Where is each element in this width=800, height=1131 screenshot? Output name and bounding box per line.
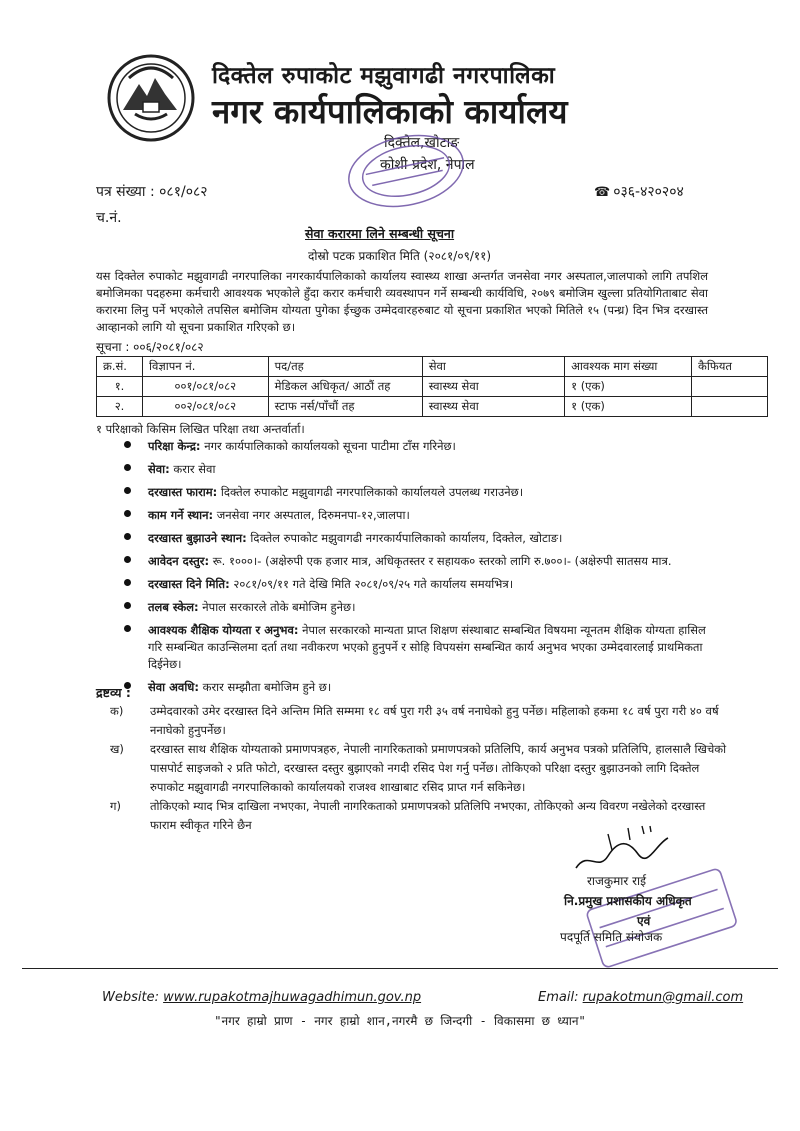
exam-type: १ परिक्षाको किसिम लिखित परिक्षा तथा अन्तर्वार्ता। bbox=[96, 422, 305, 436]
signatory-name: राजकुमार राई bbox=[587, 874, 647, 888]
phone-number bbox=[594, 182, 684, 201]
note-item: ग) तोकिएको म्याद भित्र दाखिला नभएका, नेपाली नागरिकताको प्रमाणपत्रको प्रतिलिपि नभएका, तोकिएको अन्य विवरण नखेलेको दरखास्त फाराम स्वीकृत गरिने छैन bbox=[110, 799, 706, 832]
table-cell: स्वास्थ्य सेवा bbox=[422, 377, 564, 397]
bullet-icon bbox=[124, 625, 131, 632]
address-line-1: दिक्तेल,खोटाङ bbox=[384, 135, 460, 151]
notice-number: सूचना : ००६/२०८१/०८२ bbox=[96, 340, 204, 354]
table-cell bbox=[692, 397, 768, 417]
office-name: नगर कार्यपालिकाको कार्यालय bbox=[212, 92, 568, 131]
website-link[interactable]: www.rupakotmajhuwagadhimun.gov.np bbox=[163, 990, 422, 1005]
list-item: सेवा: करार सेवा bbox=[120, 461, 720, 478]
publish-date: दोस्रो पटक प्रकाशित मिति (२०८१/०९/११) bbox=[308, 249, 492, 263]
footer-divider bbox=[22, 968, 778, 969]
table-header-cell: क्र.सं. bbox=[97, 357, 143, 377]
footer-website: Website: www.rupakotmajhuwagadhimun.gov.np bbox=[102, 990, 422, 1005]
footer-motto: "नगर हाम्रो प्राण - नगर हाम्रो शान,नगरमै छ जिन्दगी - विकासमा छ ध्यान" bbox=[214, 1014, 586, 1028]
list-item: परिक्षा केन्द्र: नगर कार्यपालिकाको कार्यालयको सूचना पाटीमा टाँस गरिनेछ। bbox=[120, 438, 720, 455]
office-stamp bbox=[336, 126, 476, 216]
list-item: आवश्यक शैक्षिक योग्यता र अनुभव: नेपाल सरकारको मान्यता प्राप्त शिक्षण संस्थाबाट सम्बन्धित विषयमा न्यूनतम शैक्षिक योग्यता हासिल गरि सम्बन्धित काउन्सिलमा दर्ता तथा नवीकरण भएको हुनुपर्ने र सोहि विपयसंग सम्बन्धित कार्य अनुभव भएका उम्मेदवारलाई प्राथमिकता दिईनेछ। bbox=[120, 622, 720, 673]
table-row bbox=[97, 377, 768, 397]
details-list bbox=[120, 438, 720, 702]
reference-number: पत्र संख्या : ०८१/०८२ bbox=[96, 184, 208, 200]
list-item: दरखास्त दिने मिति: २०८१/०९/११ गते देखि मिति २०८१/०९/२५ गते कार्यालय समयभित्र। bbox=[120, 576, 720, 593]
nepal-emblem-logo bbox=[105, 52, 197, 144]
table-row bbox=[97, 397, 768, 417]
municipality-name: दिक्तेल रुपाकोट मझुवागढी नगरपालिका bbox=[212, 63, 556, 89]
table-header-cell: आवश्यक माग संख्या bbox=[565, 357, 692, 377]
note-item: क) उम्मेदवारको उमेर दरखास्त दिने अन्तिम मिति सम्ममा १८ वर्ष पुरा गरी ३५ वर्ष ननाघेको हुनु पर्नेछ। महिलाको हकमा १८ वर्ष पुरा गरी ४० वर्ष ननाघेको हुनुपर्नेछ। bbox=[110, 704, 719, 737]
bullet-icon bbox=[124, 602, 131, 609]
table-cell: १ (एक) bbox=[565, 397, 692, 417]
table-cell: स्वास्थ्य सेवा bbox=[422, 397, 564, 417]
address-line-2: कोशी प्रदेश, नेपाल bbox=[380, 157, 475, 173]
table-cell: १. bbox=[97, 377, 143, 397]
signatory-post: नि.प्रमुख प्रशासकीय अधिकृत bbox=[564, 894, 692, 908]
list-item: तलब स्केल: नेपाल सरकारले तोके बमोजिम हुनेछ। bbox=[120, 599, 720, 616]
list-item: दरखास्त बुझाउने स्थान: दिक्तेल रुपाकोट मझुवागढी नगरकार्यपालिकाको कार्यालय, दिक्तेल, खोटाङ। bbox=[120, 530, 720, 547]
table-header-row bbox=[97, 357, 768, 377]
vacancy-table bbox=[96, 356, 768, 417]
phone-value: ०३६-४२०२०४ bbox=[613, 184, 684, 200]
signatory-post-2: पदपूर्ति समिति संयोजक bbox=[560, 930, 663, 944]
table-header-cell: कैफियत bbox=[692, 357, 768, 377]
footer-email: Email: rupakotmun@gmail.com bbox=[538, 990, 744, 1005]
list-item: दरखास्त फाराम: दिक्तेल रुपाकोट मझुवागढी नगरपालिकाको कार्यालयले उपलब्ध गराउनेछ। bbox=[120, 484, 720, 501]
table-cell: स्टाफ नर्स/पाँचौं तह bbox=[268, 397, 422, 417]
table-header-cell: विज्ञापन नं. bbox=[143, 357, 269, 377]
table-cell: ००२/०८१/०८२ bbox=[143, 397, 269, 417]
bullet-icon bbox=[124, 579, 131, 586]
note-item: ख) दरखास्त साथ शैक्षिक योग्यताको प्रमाणपत्रहरु, नेपाली नागरिकताको प्रमाणपत्रको प्रतिलिपि, कार्य अनुभव पत्रको प्रतिलिपि, हालसालै खिचेको पासपोर्ट साइजको २ प्रति फोटो, दरखास्त दस्तुर बुझाएको नगदी रसिद पेश गर्नु पर्नेछ। तोकिएको परिक्षा दस्तुर बुझाउनको लागि दिक्तेल रुपाकोट मझुवागढी नगरपालिकाको कार्यालयको राजश्व शाखाबाट रसिद प्राप्त गर्न सकिनेछ। bbox=[110, 742, 727, 794]
bullet-icon bbox=[124, 533, 131, 540]
list-item: काम गर्ने स्थान: जनसेवा नगर अस्पताल, दिरुमनपा-१२,जालपा। bbox=[120, 507, 720, 524]
bullet-icon bbox=[124, 556, 131, 563]
notice-subject: सेवा करारमा लिने सम्बन्धी सूचना bbox=[305, 226, 455, 241]
notes-heading: द्रष्टव्य : bbox=[96, 685, 131, 700]
table-header-cell: पद/तह bbox=[268, 357, 422, 377]
bullet-icon bbox=[124, 510, 131, 517]
bullet-icon bbox=[124, 441, 131, 448]
list-item: आवेदन दस्तुर: रू. १०००।- (अक्षेरुपी एक हजार मात्र, अधिकृतस्तर र सहायक० स्तरको लागि रु.७००।- (अक्षेरुपी सातसय मात्र. bbox=[120, 553, 720, 570]
bullet-icon bbox=[124, 487, 131, 494]
table-cell: १ (एक) bbox=[565, 377, 692, 397]
telephone-icon: ☎ bbox=[594, 185, 611, 200]
list-item: सेवा अवधि: करार सम्झौता बमोजिम हुने छ। bbox=[120, 679, 720, 696]
bullet-icon bbox=[124, 464, 131, 471]
email-link[interactable]: rupakotmun@gmail.com bbox=[582, 990, 744, 1005]
table-cell bbox=[692, 377, 768, 397]
table-cell: ००१/०८१/०८२ bbox=[143, 377, 269, 397]
intro-paragraph: यस दिक्तेल रुपाकोट मझुवागढी नगरपालिका नगरकार्यपालिकाको कार्यालय स्वास्थ्य शाखा अन्तर्गत जनसेवा नगर अस्पताल,जालपाको लागि तपशिल बमोजिमका पदहरुमा कर्मचारी आवश्यक भएकोले हुँदा करार कर्मचारी व्यवस्थापन गर्ने सम्बन्धी कार्यविधि, २०७९ बमोजिम खुल्ला प्रतियोगिताबाट सेवा करारमा लिनु पर्ने भएकोले तपसिल बमोजिम योग्यता पुगेका ईच्छुक उम्मेदवारहरुबाट यो सूचना प्रकाशित भएको मितिले १५ (पन्ध्र) दिन भित्र दरखास्त आव्हानको लागि यो सूचना प्रकाशित गरिएको छ। bbox=[96, 269, 708, 334]
table-header-cell: सेवा bbox=[422, 357, 564, 377]
table-cell: २. bbox=[97, 397, 143, 417]
dispatch-number: च.नं. bbox=[96, 210, 122, 226]
table-cell: मेडिकल अधिकृत/ आठौं तह bbox=[268, 377, 422, 397]
signatory-conjunction: एवं bbox=[637, 914, 651, 928]
